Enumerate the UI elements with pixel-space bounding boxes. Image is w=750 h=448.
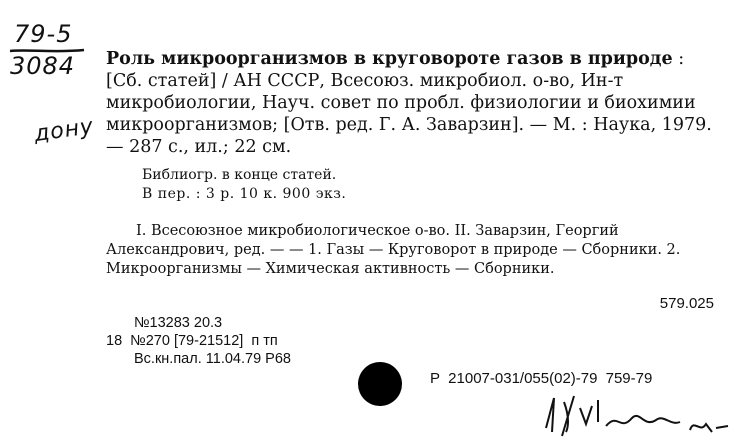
binding-price-run: В пер. : 3 р. 10 к. 900 экз. xyxy=(142,186,347,202)
control-block xyxy=(106,314,291,368)
handwritten-call-number-bottom: 3084 xyxy=(10,52,76,80)
control-line-3: Вс.кн.пал. 11.04.79 Р68 xyxy=(134,351,291,367)
book-title: Роль микроорганизмов в круговороте газов в природе xyxy=(106,49,673,69)
notes-block xyxy=(142,166,346,204)
control-line-2: 18 №270 [79-21512] п тп xyxy=(106,333,278,349)
punch-hole xyxy=(358,362,402,406)
record-body: : [Сб. статей] / АН СССР, Всесоюз. микробиол. о-во, Ин-т микробиологии, Науч. совет по пробл. физиологии и биохимии микроорганизмов; [Отв. ред. Г. А. Заварзин]. — М. : Наука, 1979. — 287 с., ил.; 22 см. xyxy=(106,49,712,157)
udc-number: 579.025 xyxy=(659,295,714,312)
tracings: I. Всесоюзное микробиологическое о-во. II. Заварзин, Георгий Александрович, ред. — — 1. Газы — Круговорот в природе — Сборники. 2. Микроорганизмы — Химическая активность — Сборники. xyxy=(106,223,681,277)
handwritten-signature xyxy=(540,388,740,444)
control-line-1: №13283 20.3 xyxy=(134,315,223,331)
price-code: Р 21007-031/055(02)-79 759-79 xyxy=(430,370,653,387)
handwritten-margin-note: дону xyxy=(32,113,96,148)
handwritten-call-number-top: 79-5 xyxy=(14,20,73,48)
bibliography-note: Библиогр. в конце статей. xyxy=(142,167,337,183)
bibliographic-description xyxy=(106,48,716,158)
